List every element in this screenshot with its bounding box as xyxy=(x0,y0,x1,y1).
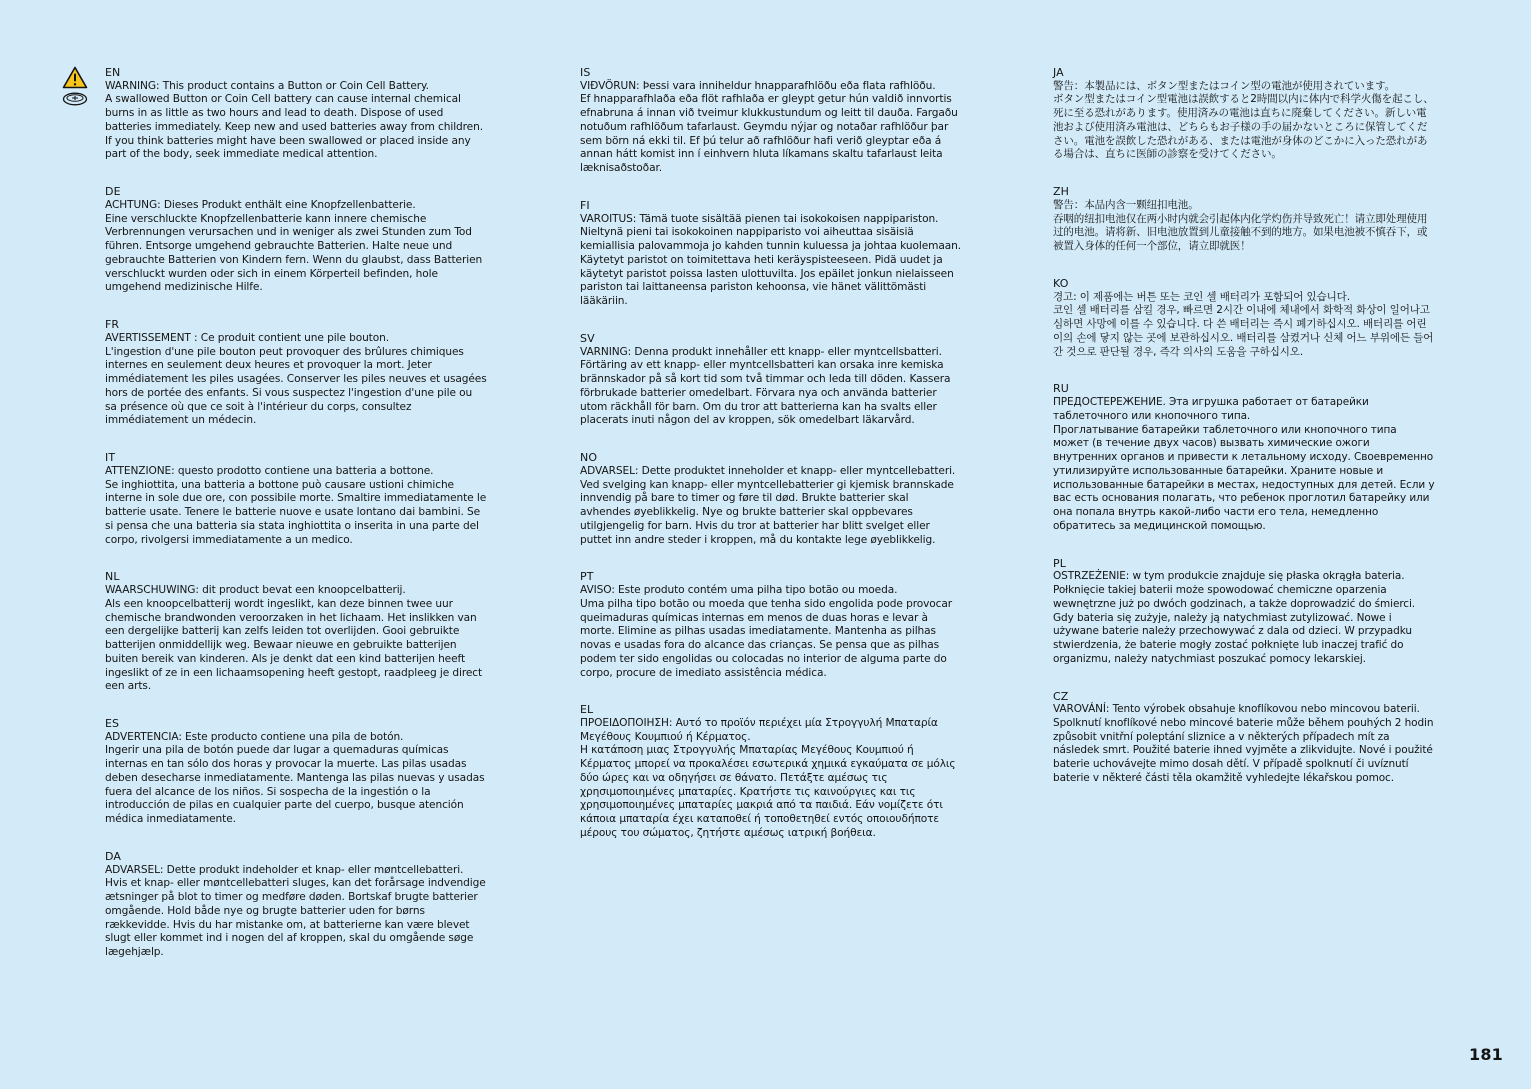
warning-heading: 警告：本品内含一颗纽扣电池。 xyxy=(1053,198,1199,211)
warning-section-fi xyxy=(580,199,962,309)
language-code: PL xyxy=(1053,556,1066,570)
warning-body: Förtäring av ett knapp- eller myntcellsbatteri kan orsaka inre kemiska brännskador på så kort tid som två timmar och leda till döden. Kassera förbrukade batterier omedelbart. Förvara nya och använda batterier utom räckhåll för barn. Om du tror att batterierna kan ha svalts eller placerats inuti någon del av kroppen, sök omedelbart läkarvård. xyxy=(580,359,951,427)
warning-body: Ingerir una pila de botón puede dar lugar a quemaduras químicas internas en tan sólo dos horas y provocar la muerte. Las pilas usadas deben desecharse inmediatamente. Mantenga las pilas nuevas y usadas fuera del alcance de los niños. Si sospecha de la ingestión o la introducción de pilas en cualquier parte del cuerpo, busque atención médica inmediatamente. xyxy=(105,744,485,826)
language-code: NO xyxy=(580,451,598,465)
warning-body: A swallowed Button or Coin Cell battery can cause internal chemical burns in as little as two hours and lead to death. Dispose of used batteries immediately. Keep new and used batteries away from children. If you think batteries might have been swallowed or placed inside any part of the body, seek immediate medical attention. xyxy=(105,93,483,161)
warning-triangle-icon xyxy=(62,66,88,89)
language-code: JA xyxy=(1053,66,1064,79)
warning-section-nl xyxy=(105,570,487,694)
warning-heading: AVERTISSEMENT : Ce produit contient une pile bouton. xyxy=(105,331,390,344)
warning-section-sv xyxy=(580,332,962,428)
warning-body: Eine verschluckte Knopfzellenbatterie kann innere chemische Verbrennungen verursachen und in weniger als zwei Stunden zum Tod führen. Entsorge umgehend gebrauchte Batterien. Halte neue und gebrauchte Batterien von Kindern fern. Wenn du glaubst, dass Batterien verschluckt wurden oder sich in einem Körperteil befinden, hole umgehend medizinische Hilfe. xyxy=(105,212,483,294)
warning-section-ko xyxy=(1053,277,1435,359)
warning-body: ボタン型またはコイン型電池は誤飲すると2時間以内に体内で科学火傷を起こし、死に至る恐れがあります。使用済みの電池は直ちに廃棄してください。新しい電池および使用済み電池は、どちらもお子様の手の届かないところに保管してください。電池を誤飲した恐れがある、または電池が身体のどこかに入った恐れがある場合は、直ちに医師の診察を受けてください。 xyxy=(1053,93,1434,161)
warning-heading: WAARSCHUWING: dit product bevat een knoopcelbatterij. xyxy=(105,584,406,597)
warning-column-2 xyxy=(580,66,962,864)
language-code: PT xyxy=(580,570,594,584)
warning-section-ru xyxy=(1053,382,1435,533)
warning-heading: VAROVÁNÍ: Tento výrobek obsahuje knoflíkovou nebo mincovou baterii. xyxy=(1053,703,1420,716)
warning-body: Spolknutí knoflíkové nebo mincové baterie může během pouhých 2 hodin způsobit vnitřní poleptání sliznice a v některých případech mít za následek smrt. Použité baterie ihned vyjměte a zlikvidujte. Nové i použité baterie uchovávejte mimo dosah dětí. V případě spolknutí či uvíznutí baterie v některé části těla okamžitě vyhledejte lékařskou pomoc. xyxy=(1053,716,1434,784)
warning-body: Ef hnapparafhlaða eða flöt rafhlaða er gleypt getur hún valdið innvortis efnabruna á innan við tveimur klukkustundum og leitt til dauða. Fargaðu notuðum rafhlöðum tafarlaust. Geymdu nýjar og notaðar rafhlöður þar sem börn ná ekki til. Ef þú telur að rafhlöður hafi verið gleyptar eða á annan hátt komist inn í einhvern hluta líkamans skaltu tafarlaust leita læknisaðstoðar. xyxy=(580,93,958,175)
warning-body: Ved svelging kan knapp- eller myntcellebatterier gi kjemisk brannskade innvendig på bare to timer og føre til død. Brukte batterier skal avhendes øyeblikkelig. Nye og brukte batterier skal oppbevares utilgjengelig for barn. Hvis du tror at batterier har blitt svelget eller puttet inn andre steder i kroppen, må du kontakte lege øyeblikkelig. xyxy=(580,478,954,546)
warning-section-da xyxy=(105,850,487,960)
safety-icons xyxy=(62,66,88,106)
language-code: FR xyxy=(105,318,120,332)
warning-section-de xyxy=(105,185,487,295)
warning-body: Hvis et knap- eller møntcellebatteri sluges, kan det forårsage indvendige ætsninger på blot to timer og medføre døden. Bortskaf brugte batterier omgående. Hold både nye og brugte batterier uden for børns rækkevidde. Hvis du har mistanke om, at batterierne kan være blevet slugt eller kommet ind i nogen del af kroppen, skal du omgående søge lægehjælp. xyxy=(105,877,486,959)
language-code: DE xyxy=(105,185,121,199)
language-code: IS xyxy=(580,66,591,79)
warning-heading: ADVARSEL: Dette produkt indeholder et knap- eller møntcellebatteri. xyxy=(105,863,464,876)
warning-section-is xyxy=(580,66,962,176)
language-code: EN xyxy=(105,66,121,79)
warning-body: Nieltynä pieni tai isokokoinen nappiparisto voi aiheuttaa sisäisiä kemiallisia palovammoja jo kahden tunnin kuluessa ja johtaa kuolemaan. Käytetyt paristot on toimitettava heti keräyspisteeseen. Pidä uudet ja käytetyt paristot poissa lasten ulottuvilta. Jos epäilet jonkun nielaisseen pariston tai laittaneensa pariston kehoonsa, vie hänet välittömästi lääkäriin. xyxy=(580,226,961,308)
warning-body: 코인 셀 배터리를 삼킬 경우, 빠르면 2시간 이내에 체내에서 화학적 화상이 일어나고 심하면 사망에 이를 수 있습니다. 다 쓴 배터리는 즉시 폐기하십시오. 배터리를 어린이의 손에 닿지 않는 곳에 보관하십시오. 배터리를 삼켰거나 신체 어느 부위에든 들어간 것으로 판단될 경우, 즉각 의사의 도움을 구하십시오. xyxy=(1053,304,1434,358)
warning-body: Połknięcie takiej baterii może spowodować chemiczne oparzenia wewnętrzne już po dwóch godzinach, a także doprowadzić do śmierci. Gdy bateria się zużyje, należy ją natychmiast zutylizować. Nowe i używane baterie należy przechowywać z dala od dzieci. W przypadku stwierdzenia, że baterie mogły zostać połknięte lub inaczej trafić do organizmu, należy natychmiast poszukać pomocy lekarskiej. xyxy=(1053,584,1416,665)
warning-section-el xyxy=(580,703,962,840)
warning-heading: ΠΡΟΕΙΔΟΠΟΙΗΣΗ: Αυτό το προϊόν περιέχει μία Στρογγυλή Μπαταρία Μεγέθους Κουμπιού ή Κέρματος. xyxy=(580,716,938,743)
page-number: 181 xyxy=(1469,1045,1503,1064)
language-code: FI xyxy=(580,198,590,212)
warning-body: L'ingestion d'une pile bouton peut provoquer des brûlures chimiques internes en seulement deux heures et provoquer la mort. Jeter immédiatement les piles usagées. Conserver les piles neuves et usagées hors de portée des enfants. Si vous suspectez l'ingestion d'une pile ou sa présence où que ce soit à l'intérieur du corps, consultez immédiatement un médecin. xyxy=(105,345,487,427)
language-code: ES xyxy=(105,717,120,731)
warning-heading: VARNING: Denna produkt innehåller ett knapp- eller myntcellsbatteri. xyxy=(580,345,942,358)
language-code: RU xyxy=(1053,382,1069,396)
language-code: KO xyxy=(1053,276,1069,290)
warning-section-zh xyxy=(1053,185,1435,254)
warning-heading: VIÐVÖRUN: Þessi vara inniheldur hnapparafhlöðu eða flata rafhlöðu. xyxy=(580,79,936,92)
warning-column-1 xyxy=(105,66,487,983)
warning-body: Als een knoopcelbatterij wordt ingeslikt, kan deze binnen twee uur chemische brandwonden veroorzaken in het lichaam. Het inslikken van een dergelijke batterij kan zelfs leiden tot overlijden. Gooi gebruikte batterijen onmiddellijk weg. Bewaar nieuwe en gebruikte batterijen buiten bereik van kinderen. Als je denkt dat een kind batterijen heeft ingeslikt of ze in een lichaamsopening heeft gestopt, raadpleeg je direct een arts. xyxy=(105,597,483,693)
warning-heading: 경고: 이 제품에는 버튼 또는 코인 셀 배터리가 포함되어 있습니다. xyxy=(1053,290,1350,303)
warning-heading: ATTENZIONE: questo prodotto contiene una batteria a bottone. xyxy=(105,464,434,477)
coin-cell-battery-icon xyxy=(62,92,88,106)
warning-section-pt xyxy=(580,570,962,680)
language-code: NL xyxy=(105,570,120,584)
warning-section-no xyxy=(580,451,962,547)
warning-section-fr xyxy=(105,318,487,428)
warning-section-es xyxy=(105,717,487,827)
warning-heading: AVISO: Este produto contém uma pilha tipo botão ou moeda. xyxy=(580,584,898,597)
language-code: SV xyxy=(580,331,595,345)
warning-section-en xyxy=(105,66,487,162)
warning-section-ja xyxy=(1053,66,1435,162)
warning-body: Проглатывание батарейки таблеточного или кнопочного типа может (в течение двух часов) вызвать химические ожоги внутренних органов и привести к летальному исходу. Своевременно утилизируйте использованные батарейки. Храните новые и использованные батарейки в местах, недоступных для детей. Если у вас есть основания полагать, что ребенок проглотил батарейку или она попала внутрь какой-либо части его тела, немедленно обратитесь за медицинской помощью. xyxy=(1053,423,1435,532)
warning-heading: OSTRZEŻENIE: w tym produkcie znajduje się płaska okrągła bateria. xyxy=(1053,570,1405,583)
warning-section-it xyxy=(105,451,487,547)
warning-body: Uma pilha tipo botão ou moeda que tenha sido engolida pode provocar queimaduras químicas internas em menos de duas horas e levar à morte. Elimine as pilhas usadas imediatamente. Mantenha as pilhas novas e usadas fora do alcance das crianças. Se pensa que as pilhas podem ter sido engolidas ou colocadas no interior de alguma parte do corpo, procure de imediato assistência médica. xyxy=(580,597,953,679)
warning-heading: VAROITUS: Tämä tuote sisältää pienen tai isokokoisen nappipariston. xyxy=(580,212,939,225)
language-code: DA xyxy=(105,849,122,863)
language-code: IT xyxy=(105,451,116,465)
warning-heading: ADVERTENCIA: Este producto contiene una pila de botón. xyxy=(105,730,404,743)
warning-heading: ПРЕДОСТЕРЕЖЕНИЕ. Эта игрушка работает от батарейки таблеточного или кнопочного типа. xyxy=(1053,396,1369,422)
warning-body: Se inghiottita, una batteria a bottone può causare ustioni chimiche interne in sole due ore, con possibile morte. Smaltire immediatamente le batterie usate. Tenere le batterie nuove e usate lontano dai bambini. Se si pensa che una batteria sia stata inghiottita o inserita in una parte del corpo, rivolgersi immediatamente a un medico. xyxy=(105,478,487,546)
warning-section-cz xyxy=(1053,690,1435,786)
warning-section-pl xyxy=(1053,557,1435,667)
warning-heading: WARNING: This product contains a Button or Coin Cell Battery. xyxy=(105,79,429,92)
warning-heading: 警告：本製品には、ボタン型またはコイン型の電池が使用されています。 xyxy=(1053,79,1396,92)
warning-body: Η κατάποση μιας Στρογγυλής Μπαταρίας Μεγέθους Κουμπιού ή Κέρματος μπορεί να προκαλέσει εσωτερικά χημικά εγκαύματα σε μόλις δύο ώρες και να οδηγήσει σε θάνατο. Πετάξτε αμέσως τις χρησιμοποιημένες μπαταρίες. Κρατήστε τις καινούργιες και τις χρησιμοποιημένες μπαταρίες μακριά από τα παιδιά. Εάν νομίζετε ότι κάποια μπαταρία έχει καταποθεί ή τοποθετηθεί εντός οποιουδήποτε μέρους του σώματος, ζητήστε αμέσως ιατρική βοήθεια. xyxy=(580,744,956,839)
warning-column-3 xyxy=(1053,66,1435,809)
language-code: CZ xyxy=(1053,689,1069,703)
language-code: ZH xyxy=(1053,185,1070,199)
warning-body: 吞咽的纽扣电池仅在两小时内就会引起体内化学灼伤并导致死亡！请立即处理使用过的电池。请将新、旧电池放置到儿童接触不到的地方。如果电池被不慎吞下，或被置入身体的任何一个部位，请立即就医！ xyxy=(1053,212,1428,253)
warning-heading: ACHTUNG: Dieses Produkt enthält eine Knopfzellenbatterie. xyxy=(105,198,416,211)
language-code: EL xyxy=(580,703,594,717)
warning-heading: ADVARSEL: Dette produktet inneholder et knapp- eller myntcellebatteri. xyxy=(580,464,956,477)
